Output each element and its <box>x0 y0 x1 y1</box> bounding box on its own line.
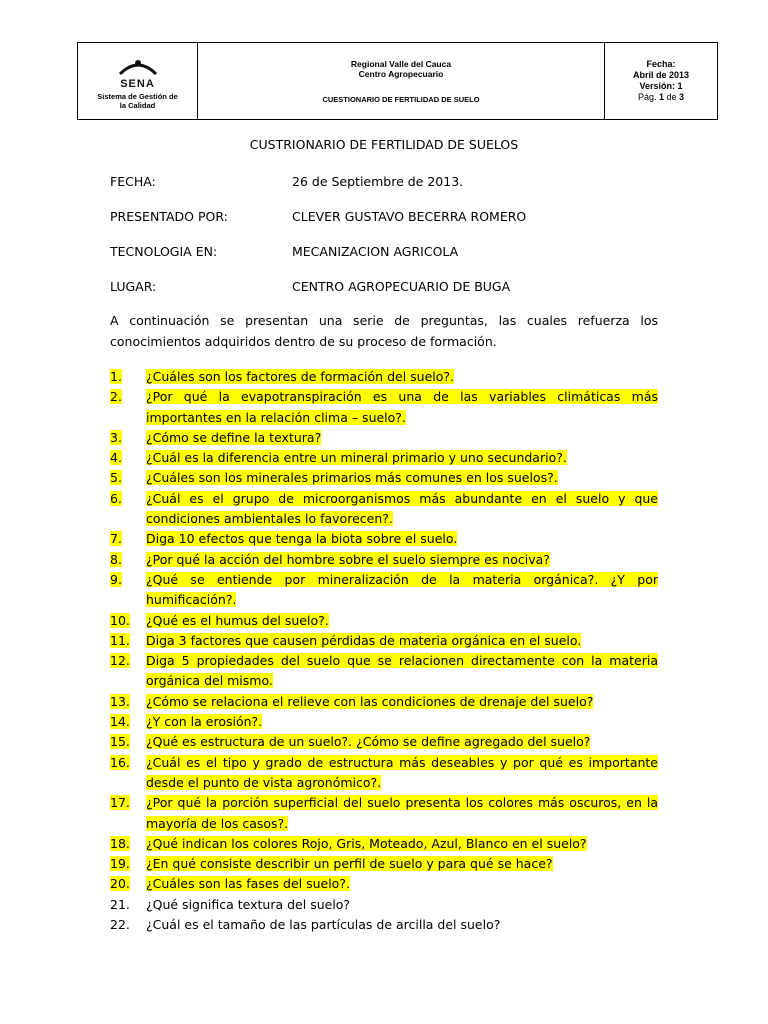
question-item <box>110 611 658 631</box>
field-value: CLEVER GUSTAVO BECERRA ROMERO <box>292 209 527 224</box>
question-item <box>110 793 658 834</box>
question-text: ¿Por qué la evapotranspiración es una de las variables climáticas más importantes en la relación clima – suelo?. <box>146 389 658 425</box>
logo-caption: Sistema de Gestión de la Calidad <box>97 92 178 110</box>
question-text: ¿Qué es estructura de un suelo?. ¿Cómo se define agregado del suelo? <box>146 734 591 750</box>
question-item <box>110 428 658 448</box>
question-item <box>110 529 658 549</box>
question-number: 22. <box>110 917 130 933</box>
question-number: 21. <box>110 896 130 912</box>
question-text: ¿Qué significa textura del suelo? <box>146 896 351 912</box>
intro-paragraph: A continuación se presentan una serie de preguntas, las cuales refuerza los conocimientos adquiridos dentro de su proceso de formación. <box>110 313 658 349</box>
sena-logo-icon <box>116 58 160 80</box>
question-number: 10. <box>110 612 130 628</box>
question-text: ¿Cuáles son las fases del suelo?. <box>146 876 350 892</box>
question-number: 1. <box>110 369 122 384</box>
question-number: 4. <box>110 450 122 466</box>
question-text: Diga 10 efectos que tenga la biota sobre el suelo. <box>146 531 458 547</box>
question-text: ¿Qué indican los colores Rojo, Gris, Moteado, Azul, Blanco en el suelo? <box>146 835 587 851</box>
question-number: 8. <box>110 551 122 567</box>
question-item <box>110 570 658 611</box>
question-item <box>110 854 658 874</box>
question-number: 16. <box>110 754 130 770</box>
page-of: de <box>666 92 677 102</box>
version-label: Versión: 1 <box>639 81 683 91</box>
field-label: PRESENTADO POR: <box>110 209 228 224</box>
question-number: 6. <box>110 490 122 506</box>
fecha-label: Fecha: <box>646 59 676 69</box>
question-text: ¿Cuál es el tipo y grado de estructura más deseables y por qué es importante desde el punto de vista agronómico?. <box>146 754 658 790</box>
question-number: 3. <box>110 429 122 445</box>
question-item <box>110 631 658 651</box>
question-number: 5. <box>110 470 122 486</box>
document-header <box>77 42 718 120</box>
question-item <box>110 448 658 468</box>
field-label: TECNOLOGIA EN: <box>110 244 218 259</box>
question-number: 19. <box>110 856 130 872</box>
question-text: Diga 5 propiedades del suelo que se relacionen directamente con la materia orgánica del mismo. <box>146 653 658 689</box>
question-item <box>110 692 658 712</box>
question-text: ¿Cómo se relaciona el relieve con las condiciones de drenaje del suelo? <box>146 693 594 709</box>
question-item <box>110 489 658 530</box>
question-number: 11. <box>110 632 130 648</box>
fecha-value: Abril de 2013 <box>632 70 690 80</box>
question-item <box>110 915 658 935</box>
question-item <box>110 732 658 752</box>
question-item <box>110 387 658 428</box>
header-center <box>198 43 605 119</box>
centro-label: Centro Agropecuario <box>358 68 444 79</box>
regional-label: Regional Valle del Cauca <box>350 58 452 69</box>
question-text: ¿Por qué la porción superficial del suelo presenta los colores más oscuros, en la mayoría de los casos?. <box>146 795 658 831</box>
field-label: LUGAR: <box>110 279 157 294</box>
question-item <box>110 651 658 692</box>
question-number: 14. <box>110 714 130 730</box>
field-value: CENTRO AGROPECUARIO DE BUGA <box>292 279 511 294</box>
question-text: ¿Cómo se define la textura? <box>146 429 322 445</box>
question-item <box>110 468 658 488</box>
question-number: 20. <box>110 876 130 892</box>
page-indicator <box>638 92 684 103</box>
logo-cell <box>78 43 198 119</box>
question-text: ¿Y con la erosión?. <box>146 714 263 730</box>
question-text: ¿Cuál es el tamaño de las partículas de arcilla del suelo? <box>146 917 501 933</box>
question-text: ¿En qué consiste describir un perfil de suelo y para qué se hace? <box>146 856 553 872</box>
doc-type-label: CUESTIONARIO DE FERTILIDAD DE SUELO <box>322 94 480 104</box>
question-number: 12. <box>110 653 130 669</box>
header-meta <box>605 43 717 119</box>
question-number: 2. <box>110 389 122 405</box>
field-value: MECANIZACION AGRICOLA <box>292 244 459 259</box>
question-text: ¿Cuál es la diferencia entre un mineral primario y uno secundario?. <box>146 450 567 466</box>
question-item <box>110 367 658 387</box>
question-number: 7. <box>110 531 122 547</box>
question-number: 18. <box>110 835 130 851</box>
question-item <box>110 895 658 915</box>
document-title: CUSTRIONARIO DE FERTILIDAD DE SUELOS <box>249 137 519 152</box>
question-number: 17. <box>110 795 130 811</box>
question-number: 15. <box>110 734 130 750</box>
page-prefix: Pág. <box>637 92 657 102</box>
question-item <box>110 874 658 894</box>
question-text: ¿Por qué la acción del hombre sobre el suelo siempre es nociva? <box>146 551 550 567</box>
logo-text: SENA <box>120 78 155 90</box>
page-number: 1 <box>658 92 664 102</box>
question-text: Diga 3 factores que causen pérdidas de materia orgánica en el suelo. <box>146 632 582 648</box>
question-text: ¿Qué es el humus del suelo?. <box>146 612 329 628</box>
question-list <box>110 367 658 935</box>
question-text: ¿Cuál es el grupo de microorganismos más abundante en el suelo y que condiciones ambientales lo favorecen?. <box>146 490 658 527</box>
field-label: FECHA: <box>110 174 156 189</box>
question-item <box>110 834 658 854</box>
page-total: 3 <box>679 92 685 102</box>
question-item <box>110 712 658 732</box>
question-item <box>110 753 658 794</box>
field-value: 26 de Septiembre de 2013. <box>292 174 464 189</box>
question-number: 9. <box>110 571 122 587</box>
question-text: ¿Cuáles son los factores de formación del suelo?. <box>146 369 454 384</box>
question-item <box>110 550 658 570</box>
question-text: ¿Qué se entiende por mineralización de la materia orgánica?. ¿Y por humificación?. <box>146 571 658 608</box>
question-text: ¿Cuáles son los minerales primarios más comunes en los suelos?. <box>146 470 558 486</box>
question-number: 13. <box>110 693 130 709</box>
